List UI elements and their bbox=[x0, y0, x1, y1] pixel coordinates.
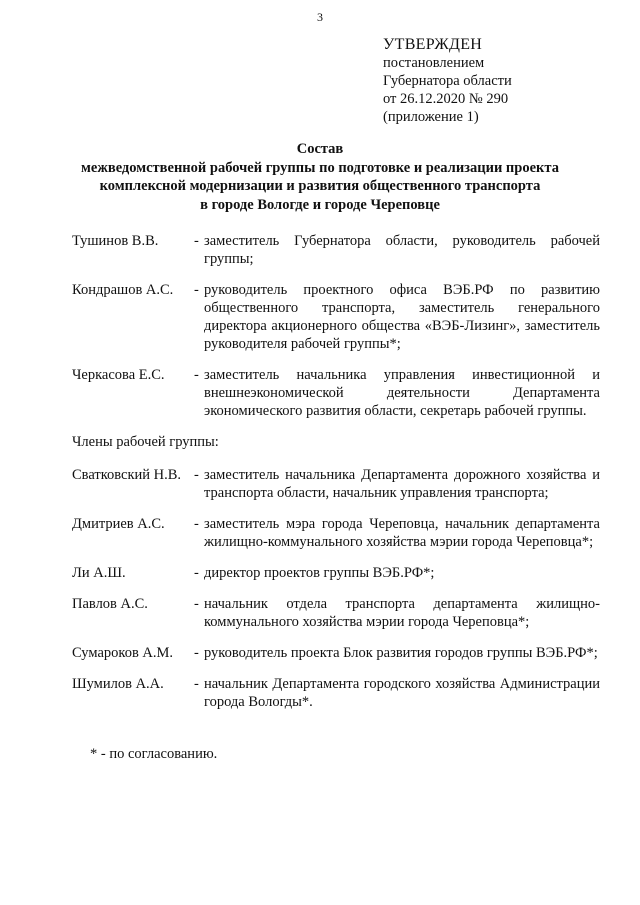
member-dash: - bbox=[194, 367, 199, 383]
member-row bbox=[72, 595, 600, 631]
document-title bbox=[40, 140, 600, 214]
member-row bbox=[72, 564, 600, 582]
member-role: заместитель начальника управления инвестиционной и внешнеэкономической деятельности Департамента экономического развития области, секретарь рабочей группы. bbox=[204, 367, 600, 419]
member-role: заместитель мэра города Череповца, начальник департамента жилищно-коммунального хозяйства мэрии города Череповца*; bbox=[204, 516, 600, 550]
member-name: Павлов А.С. bbox=[72, 596, 148, 612]
member-role: начальник Департамента городского хозяйства Администрации города Вологды*. bbox=[204, 676, 600, 710]
member-dash: - bbox=[194, 233, 199, 249]
member-role: начальник отдела транспорта департамента жилищно-коммунального хозяйства мэрии города Череповца*; bbox=[204, 596, 600, 630]
member-name: Сватковский Н.В. bbox=[72, 467, 182, 483]
member-role: заместитель начальника Департамента дорожного хозяйства и транспорта области, начальник управления транспорта; bbox=[204, 467, 600, 501]
approval-heading: УТВЕРЖДЕН bbox=[383, 36, 483, 53]
page-number: 3 bbox=[317, 10, 323, 24]
member-row bbox=[72, 232, 600, 268]
approval-line: от 26.12.2020 № 290 bbox=[383, 91, 509, 107]
member-dash: - bbox=[194, 467, 199, 483]
footnote: * - по согласованию. bbox=[90, 746, 218, 762]
member-role: руководитель проекта Блок развития городов группы ВЭБ.РФ*; bbox=[204, 645, 598, 661]
member-dash: - bbox=[194, 565, 199, 581]
member-dash: - bbox=[194, 282, 199, 298]
member-dash: - bbox=[194, 676, 199, 692]
member-name: Кондрашов А.С. bbox=[72, 282, 174, 298]
member-dash: - bbox=[194, 516, 199, 532]
member-dash: - bbox=[194, 596, 199, 612]
member-row bbox=[72, 366, 600, 420]
member-row bbox=[72, 675, 600, 711]
member-name: Тушинов В.В. bbox=[72, 233, 159, 249]
title-line: межведомственной рабочей группы по подготовке и реализации проекта bbox=[81, 159, 559, 176]
member-row bbox=[72, 515, 600, 551]
member-name: Сумароков А.М. bbox=[72, 645, 174, 661]
members-label: Члены рабочей группы: bbox=[72, 434, 219, 450]
member-dash: - bbox=[194, 645, 199, 661]
title-line: Состав bbox=[296, 141, 344, 157]
member-row bbox=[72, 644, 600, 662]
approval-line: постановлением bbox=[383, 55, 485, 71]
group-composition bbox=[72, 232, 600, 724]
title-line: комплексной модернизации и развития общественного транспорта bbox=[99, 178, 541, 194]
approval-stamp bbox=[383, 36, 623, 126]
member-name: Шумилов А.А. bbox=[72, 676, 164, 692]
member-role: директор проектов группы ВЭБ.РФ*; bbox=[204, 565, 435, 581]
approval-line: Губернатора области bbox=[383, 73, 512, 89]
member-role: заместитель Губернатора области, руководитель рабочей группы; bbox=[204, 233, 600, 267]
member-name: Дмитриев А.С. bbox=[72, 516, 165, 532]
member-row bbox=[72, 466, 600, 502]
title-line: в городе Вологде и городе Череповце bbox=[200, 196, 440, 213]
member-name: Черкасова Е.С. bbox=[72, 367, 165, 383]
member-role: руководитель проектного офиса ВЭБ.РФ по развитию общественного транспорта, заместитель генерального директора акционерного общества «ВЭБ-Лизинг», заместитель руководителя рабочей группы*; bbox=[204, 282, 600, 352]
member-row bbox=[72, 281, 600, 353]
member-name: Ли А.Ш. bbox=[72, 565, 126, 581]
approval-line: (приложение 1) bbox=[383, 109, 479, 125]
